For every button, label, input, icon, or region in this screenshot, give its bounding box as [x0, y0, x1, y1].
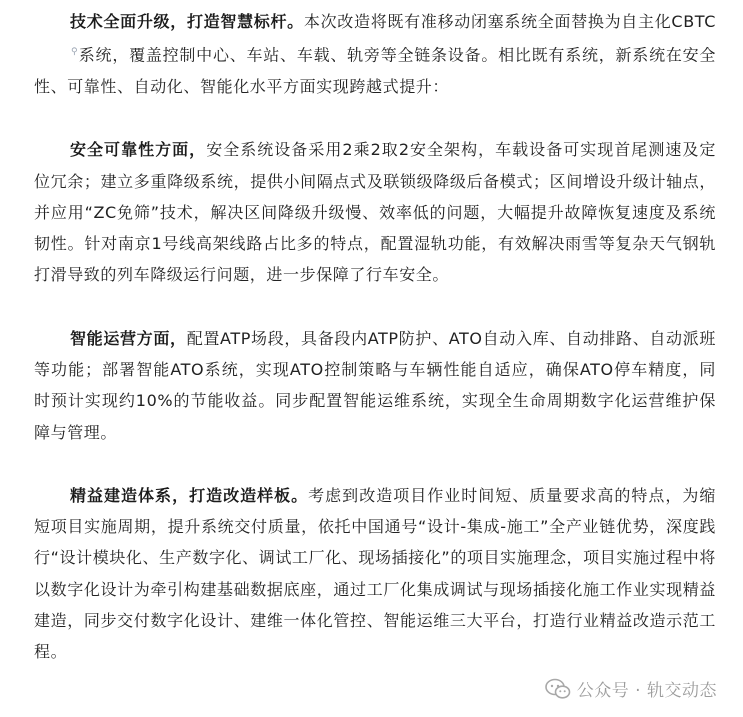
paragraph-smart-operation	[34, 323, 716, 448]
article-body	[34, 6, 716, 668]
paragraph-lean-construction	[34, 480, 716, 668]
paragraph-text: 系统，覆盖控制中心、车站、车载、轨旁等全链条设备。相比既有系统，新系统在安全性、可靠性、自动化、智能化水平方面实现跨越式提升：	[34, 45, 716, 96]
watermark	[545, 676, 717, 701]
paragraph-text: 本次改造将既有准移动闭塞系统全面替换为自主化CBTC	[303, 12, 716, 31]
paragraph-lead: 安全可靠性方面，	[70, 140, 207, 160]
paragraph-tech-upgrade	[34, 6, 716, 102]
paragraph-lead: 技术全面升级，打造智慧标杆。	[70, 12, 304, 31]
paragraph-lead: 精益建造体系，打造改造样板。	[70, 485, 309, 505]
paragraph-text: 考虑到改造项目作业时间短、质量要求高的特点，为缩短项目实施周期，提升系统交付质量，依托中国通号“设计-集成-施工”全产业链优势，深度践行“设计模块化、生产数字化、调试工厂化、现场插接化”的项目实施理念，项目实施过程中将以数字化设计为牵引构建基础数据底座，通过工厂化集成调试与现场插接化施工作业实现精益建造，同步交付数字化设计、建维一体化管控、智能运维三大平台，打造行业精益改造示范工程。	[34, 485, 716, 662]
wechat-logo-icon	[545, 678, 571, 700]
paragraph-text: 配置ATP场段，具备段内ATP防护、ATO自动入库、自动排路、自动派班等功能；部署智能ATO系统，实现ATO控制策略与车辆性能自适应，确保ATO停车精度，同时预计实现约10%的节能收益。同步配置智能运维系统，实现全生命周期数字化运营维护保障与管理。	[34, 328, 716, 442]
paragraph-lead: 智能运营方面，	[70, 328, 187, 348]
paragraph-text: 安全系统设备采用2乘2取2安全架构，车载设备可实现首尾测速及定位冗余；建立多重降级系统，提供小间隔点式及联锁级降级后备模式；区间增设升级计轴点，并应用“ZC免筛”技术，解决区间降级升级慢、效率低的问题，大幅提升故障恢复速度及系统韧性。针对南京1号线高架线路占比多的特点，配置湿轨功能，有效解决雨雪等复杂天气钢轨打滑导致的列车降级运行问题，进一步保障了行车安全。	[34, 140, 716, 285]
search-link-icon[interactable]: ⚲	[71, 47, 78, 58]
paragraph-safety	[34, 134, 716, 290]
watermark-text: 公众号 · 轨交动态	[576, 681, 717, 701]
